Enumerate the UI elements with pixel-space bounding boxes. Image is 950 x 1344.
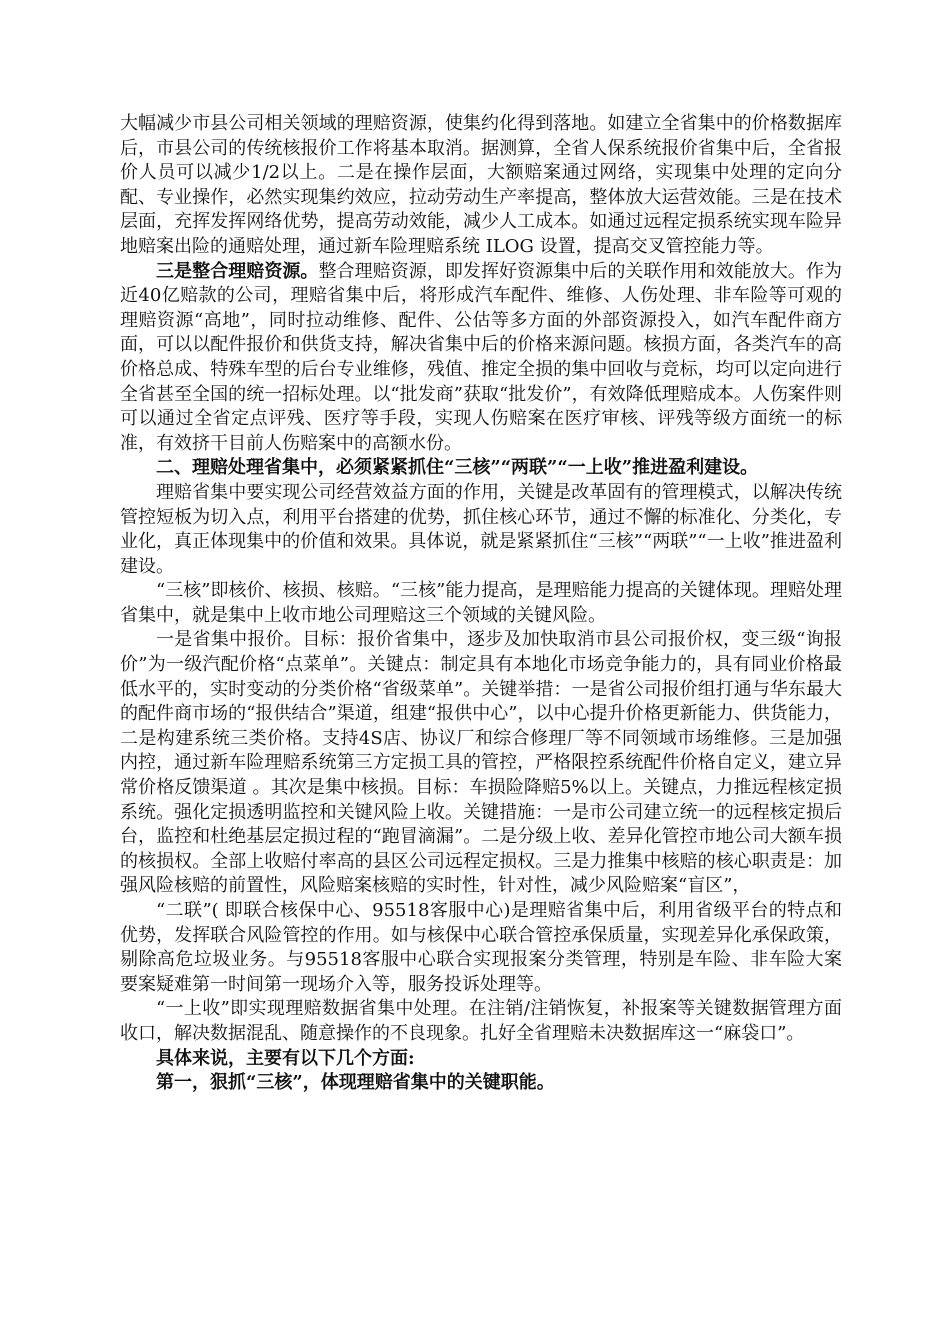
- document-page: [120, 112, 842, 1096]
- heading-text: 第一，狠抓“三核”，体现理赔省集中的关键职能。: [156, 1072, 555, 1094]
- paragraph-text: 整合理赔资源，即发挥好资源集中后的关联作用和效能放大。作为近40亿赔款的公司，理赔省集中后，将形成汽车配件、维修、人伤处理、非车险等可观的理赔资源“高地”，同时拉动维修、配件、公估等多方面的外部资源投入，如汽车配件商方面，可以以配件报价和供货支持，解决省集中后的价格来源问题。核损方面，各类汽车的高价格总成、特殊车型的后台专业维修，残值、推定全损的集中回收与竞标，均可以定向进行全省甚至全国的统一招标处理。以“批发商”获取“批发价”，有效降低理赔成本。人伤案件则可以通过全省定点评残、医疗等手段，实现人伤赔案在医疗审核、评残等级方面统一的标准，有效挤干目前人伤赔案中的高额水份。: [120, 260, 843, 454]
- paragraph-text: 大幅减少市县公司相关领域的理赔资源，使集约化得到落地。如建立全省集中的价格数据库后，市县公司的传统核报价工作将基本取消。据测算，全省人保系统报价省集中后，全省报价人员可以减少1/2以上。二是在操作层面，大额赔案通过网络，实现集中处理的定向分配、专业操作，必然实现集约效应，拉动劳动生产率提高，整体放大运营效能。三是在技术层面，充挥发挥网络优势，提高劳动效能，减少人工成本。如通过远程定损系统实现车险异地赔案出险的通赔处理，通过新车险理赔系统 ILOG 设置，提高交叉管控能力等。: [120, 113, 842, 257]
- paragraph-text: 一是省集中报价。目标：报价省集中，逐步及加快取消市县公司报价权，变三级“询报价”为一级汽配价格“点菜单”。关键点：制定具有本地化市场竞争能力的，具有同业价格最低水平的，实时变动的分类价格“省级菜单”。关键举措：一是省公司报价组打通与华东最大的配件商市场的“报供结合”渠道，组建“报供中心”，以中心提升价格更新能力、供货能力，二是构建系统三类价格。支持4S店、协议厂和综合修理厂等不同领域市场维修。三是加强内控，通过新车险理赔系统第三方定损工具的管控，严格限控系统配件价格自定义，建立异常价格反馈渠道 。其次是集中核损。目标：车损险降赔5%以上。关键点，力推远程核定损系统。强化定损透明监控和关键风险上收。关键措施：一是市公司建立统一的远程核定损后台，监控和杜绝基层定损过程的“跑冒滴漏”。二是分级上收、差异化管控市地公司大额车损的核损权。全部上收赔付率高的县区公司远程定损权。三是力推集中核赔的核心职责是：加强风险核赔的前置性，风险赔案核赔的实时性，针对性，减少风险赔案“盲区”，: [120, 629, 842, 897]
- paragraph-text: 理赔省集中要实现公司经营效益方面的作用，关键是改革固有的管理模式，以解决传统管控短板为切入点，利用平台搭建的优势，抓住核心环节，通过不懈的标准化、分类化，专业化，真正体现集中的价值和效果。具体说，就是紧紧抓住“三核”“两联”“一上收”推进盈利建设。: [120, 481, 842, 577]
- paragraph-text: “一上收”即实现理赔数据省集中处理。在注销/注销恢复，补报案等关键数据管理方面收口，解决数据混乱、随意操作的不良现象。扎好全省理赔未决数据库这一“麻袋口”。: [120, 998, 842, 1044]
- paragraph-2: [120, 260, 842, 457]
- paragraph-text: “二联”( 即联合核保中心、95518客服中心)是理赔省集中后，利用省级平台的特点和优势，发挥联合风险管控的作用。如与核保中心联合管控承保质量，实现差异化承保政策，剔除高危垃圾业务。与95518客服中心联合实现报案分类管理，特别是车险、非车险大案要案疑难第一时间第一现场介入等，服务投诉处理等。: [120, 900, 842, 995]
- paragraph-lead: 三是整合理赔资源。: [156, 260, 319, 282]
- subheading-2: [120, 1071, 842, 1096]
- paragraph-4: [120, 579, 842, 628]
- paragraph-1: [120, 112, 842, 260]
- paragraph-5: [120, 628, 842, 899]
- heading-text: 二、理赔处理省集中，必须紧紧抓住“三核”“两联”“一上收”推进盈利建设。: [156, 457, 759, 479]
- paragraph-6: [120, 899, 842, 997]
- paragraph-text: “三核”即核价、核损、核赔。“三核”能力提高，是理赔能力提高的关键体现。理赔处理省集中，就是集中上收市地公司理赔这三个领域的关键风险。: [120, 580, 842, 626]
- section-heading-2: [120, 456, 842, 481]
- subheading-1: [120, 1047, 842, 1072]
- heading-text: 具体来说，主要有以下几个方面:: [156, 1047, 415, 1069]
- paragraph-7: [120, 997, 842, 1046]
- paragraph-3: [120, 481, 842, 579]
